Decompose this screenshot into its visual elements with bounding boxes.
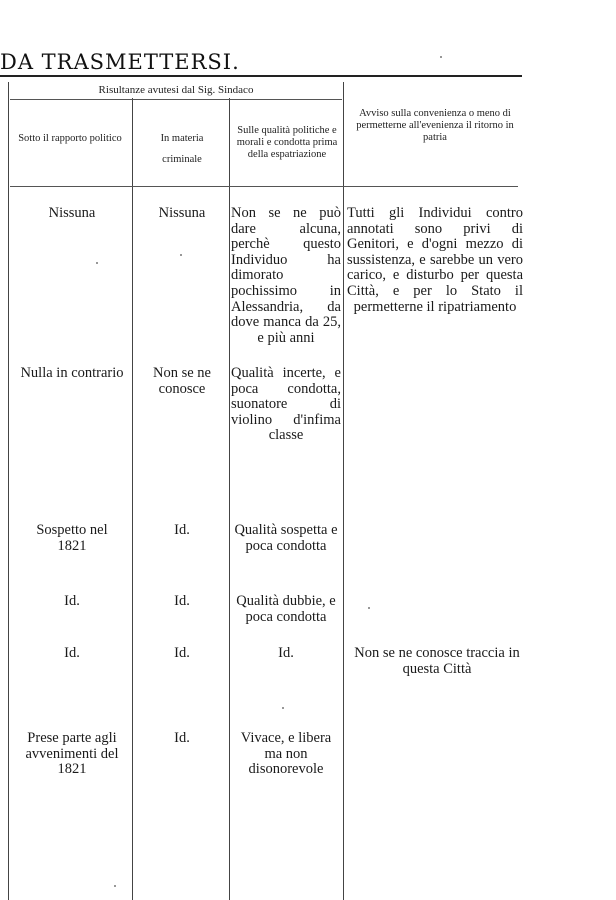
left-border-line [8, 82, 9, 900]
row6-politico: Prese parte agli avvenimenti del 1821 [25, 730, 119, 778]
row4-politico: Id. [64, 593, 80, 609]
scan-speck [440, 56, 442, 58]
column-header-politico: Sotto il rapporto politico [18, 133, 122, 144]
column-divider-3 [343, 82, 344, 900]
scan-speck [368, 607, 370, 609]
row6-criminale: Id. [174, 730, 190, 746]
row3-qualita: Qualità sospetta e poca condotta [234, 522, 338, 554]
row5-avviso: Non se ne conosce traccia in questa Città [354, 645, 520, 677]
scan-speck [114, 885, 116, 887]
row5-criminale: Id. [174, 645, 190, 661]
column-divider-2 [229, 98, 230, 900]
row1-criminale: Nissuna [158, 205, 206, 221]
scan-speck [282, 707, 284, 709]
row4-criminale: Id. [174, 593, 190, 609]
row1-qualita: Non se ne può dare alcuna, perchè questo Individuo ha dimorato pochissimo in Alessandria, da dove manca da 25, e più anni [231, 205, 341, 346]
title-rule [0, 75, 522, 77]
group-header: Risultanze avutesi dal Sig. Sindaco [98, 84, 254, 96]
column-header-avviso: Avviso sulla convenienza o meno di permetterne all'evenienza il ritorno in patria [356, 108, 514, 143]
row5-politico: Id. [64, 645, 80, 661]
row1-avviso: Tutti gli Individui contro annotati sono privi di Genitori, e d'ogni mezzo di sussistenza, e sarebbe un vero carico, e disturbo per questa Città, e per lo Stato il permetterne il ripatriamento [347, 205, 523, 315]
group-header-rule [10, 99, 342, 100]
page-title: DA TRASMETTERSI. [0, 50, 240, 74]
scan-speck [96, 262, 98, 264]
row1-politico: Nissuna [48, 205, 96, 221]
column-header-qualita: Sulle qualità politiche e morali e condotta prima della espatriazione [236, 125, 338, 160]
row2-criminale: Non se ne conosce [153, 365, 211, 397]
scan-speck [180, 254, 182, 256]
column-divider-1 [132, 98, 133, 900]
column-header-criminale: In materia criminale [160, 133, 204, 165]
row3-politico: Sospetto nel 1821 [36, 522, 108, 554]
row6-qualita: Vivace, e libera ma non disonorevole [240, 730, 332, 778]
row2-politico: Nulla in contrario [20, 365, 124, 381]
header-bottom-rule [10, 186, 518, 187]
row2-qualita: Qualità incerte, e poca condotta, suonatore di violino d'infima classe [231, 365, 341, 444]
row5-qualita: Id. [278, 645, 294, 661]
row4-qualita: Qualità dubbie, e poca condotta [236, 593, 336, 625]
row3-criminale: Id. [174, 522, 190, 538]
